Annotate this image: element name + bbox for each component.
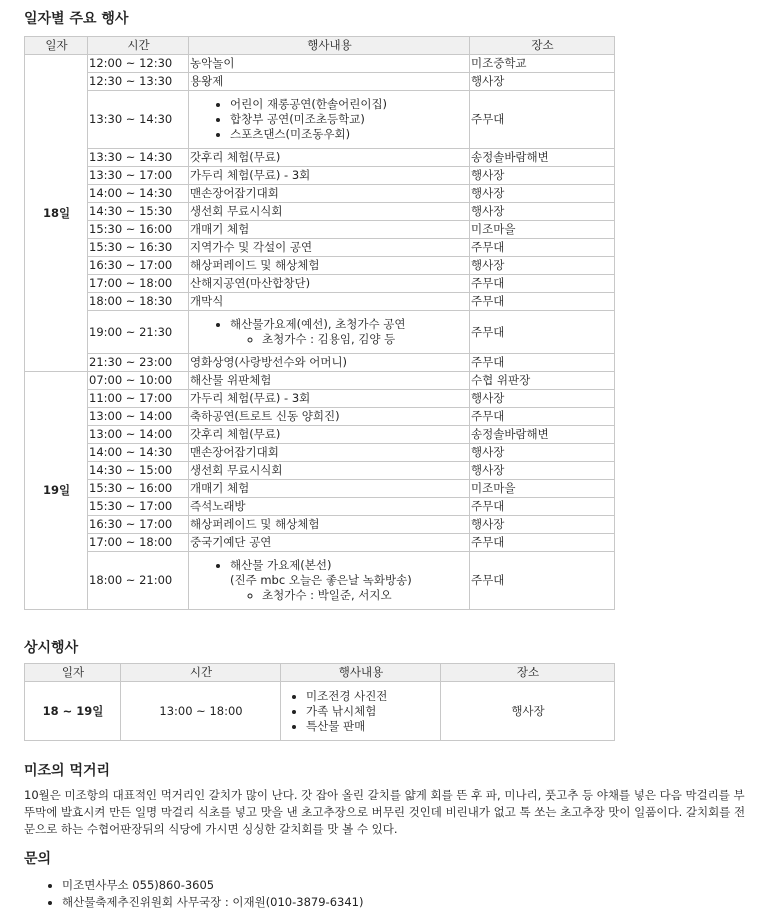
time-cell: 14:00 ~ 14:30 <box>88 444 189 462</box>
table-row <box>25 55 615 73</box>
table-row <box>25 426 615 444</box>
food-description: 10월은 미조항의 대표적인 먹거리인 갈치가 많이 난다. 갓 잡아 올린 갈치를 얇게 회를 뜬 후 파, 미나리, 풋고추 등 야채를 넣은 다음 막걸리를 부뚜막에 발효시켜 만든 일명 막걸리 식초를 넣고 맛을 낸 초고추장으로 버무린 것인데 비린내가 없고 톡 쏘는 초고추장 맛이 일품이다. 갈치회를 전문으로 하는 수협어판장뒤의 식당에 가시면 싱싱한 갈치회를 맛 볼 수 있다. <box>24 788 746 836</box>
event-cell: 가두리 체험(무료) - 3회 <box>189 167 470 185</box>
header-time: 시간 <box>88 37 189 55</box>
place-cell: 주무대 <box>470 354 615 372</box>
time-cell: 21:30 ~ 23:00 <box>88 354 189 372</box>
event-cell: 축하공연(트로트 신동 양희진) <box>189 408 470 426</box>
table-row <box>25 534 615 552</box>
sublist-wrapper <box>230 332 469 347</box>
inquiry-item: • 해산물축제추진위원회 사무국장 : 이재원(010-3879-6341) <box>62 894 363 911</box>
place-cell: 행사장 <box>470 516 615 534</box>
header-place: 장소 <box>470 37 615 55</box>
event-cell: 생선회 무료시식회 <box>189 462 470 480</box>
schedule-title: 일자별 주요 행사 <box>24 11 129 27</box>
place-cell: 행사장 <box>470 185 615 203</box>
table-row <box>25 149 615 167</box>
time-cell: 13:00 ~ 14:00 <box>88 408 189 426</box>
time-cell: 14:30 ~ 15:00 <box>88 462 189 480</box>
header-date: 일자 <box>25 664 121 682</box>
event-cell: 가두리 체험(무료) - 3회 <box>189 390 470 408</box>
table-row <box>25 257 615 275</box>
header-place: 장소 <box>441 664 615 682</box>
event-cell: 산해지공연(마산합창단) <box>189 275 470 293</box>
day-cell: 19일 <box>25 372 88 610</box>
time-cell: 07:00 ~ 10:00 <box>88 372 189 390</box>
inquiry-title: 문의 <box>24 851 52 867</box>
place-cell: 미조중학교 <box>470 55 615 73</box>
table-row <box>25 682 615 741</box>
table-row <box>25 552 615 610</box>
sublist-wrapper <box>230 588 469 603</box>
table-row <box>25 91 615 149</box>
header-date: 일자 <box>25 37 88 55</box>
time-cell: 16:30 ~ 17:00 <box>88 257 189 275</box>
permanent-day: 18 ~ 19일 <box>25 682 121 741</box>
day-cell: 18일 <box>25 55 88 372</box>
place-cell: 행사장 <box>470 73 615 91</box>
place-cell: 행사장 <box>470 167 615 185</box>
place-cell: 미조마을 <box>470 480 615 498</box>
permanent-header-row <box>25 664 615 682</box>
place-cell: 수협 위판장 <box>470 372 615 390</box>
time-cell: 13:00 ~ 14:00 <box>88 426 189 444</box>
table-row <box>25 239 615 257</box>
event-cell: 갓후리 체험(무료) <box>189 426 470 444</box>
sublist-item: ◦ 초청가수 : 박일준, 서지오 <box>262 588 469 603</box>
place-cell: 행사장 <box>470 257 615 275</box>
permanent-time: 13:00 ~ 18:00 <box>121 682 281 741</box>
place-cell: 주무대 <box>470 275 615 293</box>
event-cell: 생선회 무료시식회 <box>189 203 470 221</box>
event-cell: 해상퍼레이드 및 해상체험 <box>189 516 470 534</box>
food-title: 미조의 먹거리 <box>24 763 111 779</box>
table-row <box>25 275 615 293</box>
table-row <box>25 390 615 408</box>
schedule-table <box>24 36 615 610</box>
table-row <box>25 462 615 480</box>
table-row <box>25 73 615 91</box>
event-cell: 영화상영(사랑방선수와 어머니) <box>189 354 470 372</box>
sublist-item: ◦ 초청가수 : 김용임, 김양 등 <box>262 332 469 347</box>
time-cell: 14:30 ~ 15:30 <box>88 203 189 221</box>
time-cell: 18:00 ~ 21:00 <box>88 552 189 610</box>
header-event: 행사내용 <box>281 664 441 682</box>
event-cell <box>189 311 470 354</box>
event-cell: 개매기 체험 <box>189 221 470 239</box>
event-cell: 갓후리 체험(무료) <box>189 149 470 167</box>
schedule-header-row <box>25 37 615 55</box>
place-cell: 주무대 <box>470 293 615 311</box>
place-cell: 송정솔바람해변 <box>470 149 615 167</box>
time-cell: 17:00 ~ 18:00 <box>88 534 189 552</box>
place-cell: 주무대 <box>470 91 615 149</box>
list-item: • 어린이 재롱공연(한솔어린이집) <box>230 97 469 112</box>
table-row <box>25 444 615 462</box>
time-cell: 11:00 ~ 17:00 <box>88 390 189 408</box>
event-cell: 맨손장어잡기대회 <box>189 444 470 462</box>
table-row <box>25 167 615 185</box>
place-cell: 주무대 <box>470 311 615 354</box>
inquiry-list <box>24 877 363 911</box>
time-cell: 15:30 ~ 16:00 <box>88 480 189 498</box>
event-cell: 농악놀이 <box>189 55 470 73</box>
table-row <box>25 498 615 516</box>
event-cell: 개매기 체험 <box>189 480 470 498</box>
time-cell: 13:30 ~ 14:30 <box>88 91 189 149</box>
list-item: • 해산물가요제(예선), 초청가수 공연 <box>230 317 469 332</box>
time-cell: 14:00 ~ 14:30 <box>88 185 189 203</box>
time-cell: 15:30 ~ 16:30 <box>88 239 189 257</box>
table-row <box>25 408 615 426</box>
time-cell: 13:30 ~ 14:30 <box>88 149 189 167</box>
event-cell: 용왕제 <box>189 73 470 91</box>
time-cell: 13:30 ~ 17:00 <box>88 167 189 185</box>
table-row <box>25 372 615 390</box>
header-event: 행사내용 <box>189 37 470 55</box>
permanent-place: 행사장 <box>441 682 615 741</box>
list-item: • 미조전경 사진전 <box>306 689 440 704</box>
place-cell: 주무대 <box>470 534 615 552</box>
list-item: • 해산물 가요제(본선) <box>230 558 469 573</box>
place-cell: 송정솔바람해변 <box>470 426 615 444</box>
table-row <box>25 311 615 354</box>
place-cell: 행사장 <box>470 462 615 480</box>
time-cell: 12:30 ~ 13:30 <box>88 73 189 91</box>
event-cell: 해상퍼레이드 및 해상체험 <box>189 257 470 275</box>
place-cell: 주무대 <box>470 552 615 610</box>
event-cell: 중국기예단 공연 <box>189 534 470 552</box>
event-cell <box>189 91 470 149</box>
event-cell <box>189 552 470 610</box>
event-cell: 개막식 <box>189 293 470 311</box>
table-row <box>25 480 615 498</box>
permanent-title: 상시행사 <box>24 640 79 656</box>
time-cell: 12:00 ~ 12:30 <box>88 55 189 73</box>
place-cell: 행사장 <box>470 390 615 408</box>
table-row <box>25 293 615 311</box>
event-cell: 해산물 위판체험 <box>189 372 470 390</box>
place-cell: 행사장 <box>470 203 615 221</box>
list-item: • 특산물 판매 <box>306 719 440 734</box>
event-cell: 즉석노래방 <box>189 498 470 516</box>
header-time: 시간 <box>121 664 281 682</box>
event-note: (진주 mbc 오늘은 좋은날 녹화방송) <box>230 573 412 587</box>
time-cell: 15:30 ~ 17:00 <box>88 498 189 516</box>
table-row <box>25 354 615 372</box>
table-row <box>25 203 615 221</box>
inquiry-item: • 미조면사무소 055)860-3605 <box>62 877 363 894</box>
time-cell: 15:30 ~ 16:00 <box>88 221 189 239</box>
permanent-events <box>281 682 441 741</box>
place-cell: 행사장 <box>470 444 615 462</box>
table-row <box>25 221 615 239</box>
list-item: • 가족 낚시체험 <box>306 704 440 719</box>
event-cell: 맨손장어잡기대회 <box>189 185 470 203</box>
list-item: • 스포츠댄스(미조동우회) <box>230 127 469 142</box>
table-row <box>25 516 615 534</box>
table-row <box>25 185 615 203</box>
event-cell: 지역가수 및 각설이 공연 <box>189 239 470 257</box>
place-cell: 주무대 <box>470 408 615 426</box>
time-cell: 17:00 ~ 18:00 <box>88 275 189 293</box>
permanent-table <box>24 663 615 741</box>
time-cell: 16:30 ~ 17:00 <box>88 516 189 534</box>
place-cell: 주무대 <box>470 239 615 257</box>
schedule-body <box>25 55 615 610</box>
place-cell: 미조마을 <box>470 221 615 239</box>
list-item: • 합창부 공연(미조초등학교) <box>230 112 469 127</box>
time-cell: 19:00 ~ 21:30 <box>88 311 189 354</box>
time-cell: 18:00 ~ 18:30 <box>88 293 189 311</box>
place-cell: 주무대 <box>470 498 615 516</box>
